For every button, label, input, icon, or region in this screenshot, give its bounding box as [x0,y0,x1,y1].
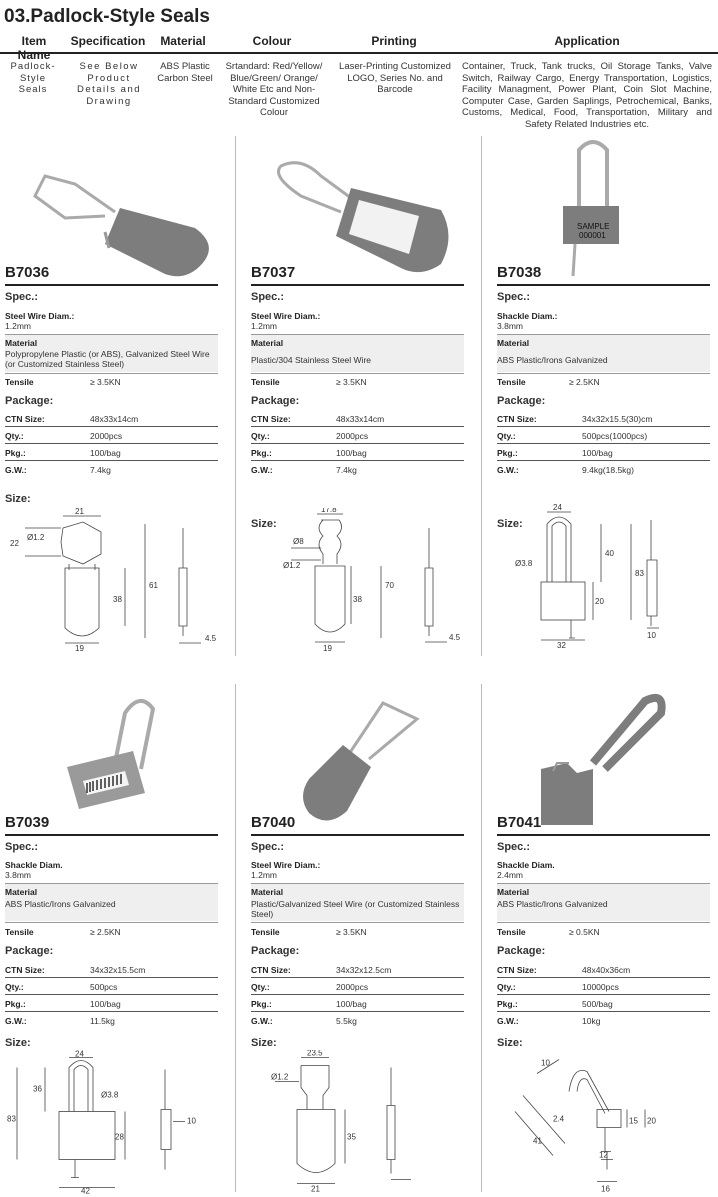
column-divider [481,136,482,656]
material-label: Material [497,887,530,897]
dim-label: 4.5 [449,633,461,642]
pkg-value: 100/bag [336,448,367,458]
tensile-label: Tensile [497,927,526,937]
pkg-value: 100/bag [90,448,121,458]
ctn-label: CTN Size: [5,414,45,424]
ctn-row [251,410,464,427]
qty-row [5,978,218,995]
dim-label: 61 [149,581,158,590]
product-card-b7038 [497,136,710,656]
header-rule [0,52,718,54]
tensile-value: ≥ 2.5KN [569,377,600,387]
summary-application: Container, Truck, Tank trucks, Oil Storage Tanks, Valve Switch, Railway Cargo, Energy Transportation, Logistics, Facility Managment, Power Plant, Coin Slot Machine, Computer Case, Garden Saplings, Petrochemical, Banks, Customs, Medical, Food, Transportation, Military and Safety Related Industries etc. [462,61,712,130]
pkg-label: Pkg.: [5,999,26,1009]
ctn-label: CTN Size: [251,965,291,975]
dim-label: Ø3.8 [515,559,533,568]
gw-row [251,1012,464,1029]
product-photo [251,684,464,832]
size-heading: Size: [251,1037,277,1049]
header-material: Material [160,34,206,48]
tensile-label: Tensile [5,377,34,387]
material-label: Material [251,338,284,348]
pkg-value: 100/bag [582,448,613,458]
qty-value: 2000pcs [336,982,369,992]
qty-value: 2000pcs [90,431,123,441]
gw-row [497,461,710,478]
package-heading: Package: [497,395,546,407]
ctn-row [5,410,218,427]
size-drawing [251,1050,464,1195]
dim-label: Ø1.2 [283,561,301,570]
package-heading: Package: [5,945,54,957]
ctn-value: 34x32x15.5cm [90,965,146,975]
dim-label: 19 [323,644,332,653]
ctn-value: 48x33x14cm [336,414,385,424]
product-code: B7040 [251,814,296,831]
gw-value: 7.4kg [90,465,111,475]
qty-label: Qty.: [5,982,24,992]
material-value: Polypropylene Plastic (or ABS), Galvanized Steel Wire (or Customized Stainless Steel) [5,349,210,369]
size-drawing [251,508,464,653]
product-card-b7039 [5,684,218,1195]
size-heading: Size: [5,493,31,505]
sample-text: SAMPLE [577,222,610,231]
ctn-label: CTN Size: [497,414,537,424]
pkg-label: Pkg.: [497,999,518,1009]
spec-heading: Spec.: [5,841,39,853]
product-photo [497,136,710,284]
page-title: 03.Padlock-Style Seals [4,6,210,27]
material-label: Material [5,887,38,897]
gw-label: G.W.: [251,465,273,475]
ctn-value: 34x32x15.5(30)cm [582,414,653,424]
tensile-label: Tensile [251,927,280,937]
dim-label: 20 [595,597,604,606]
product-photo [5,136,218,284]
qty-value: 2000pcs [336,431,369,441]
dim-label: 38 [113,595,122,604]
qty-row [5,427,218,444]
qty-label: Qty.: [251,982,270,992]
code-rule [5,284,218,286]
product-card-b7037 [251,136,464,656]
dim-label: 32 [557,641,566,649]
product-code: B7038 [497,264,542,281]
package-heading: Package: [497,945,546,957]
material-value: ABS Plastic/Irons Galvanized [497,899,608,909]
package-heading: Package: [251,945,300,957]
gw-row [5,1012,218,1029]
summary-material: ABS Plastic Carbon Steel [157,61,213,84]
dim-label: 4.5 [205,634,217,643]
size-heading: Size: [251,518,277,530]
size-heading: Size: [5,1037,31,1049]
column-divider [481,684,482,1192]
pkg-row [251,444,464,461]
sample-number: 000001 [579,231,606,240]
column-divider [235,684,236,1192]
code-rule [251,834,464,836]
material-label: Material [251,887,284,897]
code-rule [251,284,464,286]
tensile-value: ≥ 3.5KN [336,377,367,387]
header-colour: Colour [252,34,292,48]
gw-label: G.W.: [497,1016,519,1026]
dim-label: 24 [553,504,562,512]
product-photo [251,136,464,284]
product-card-b7040 [251,684,464,1192]
dim-label: 70 [385,581,394,590]
spec-label: Steel Wire Diam.: [5,311,75,321]
ctn-row [497,410,710,427]
gw-label: G.W.: [497,465,519,475]
header-printing: Printing [371,34,417,48]
dim-label: 28 [115,1132,124,1142]
tensile-value: ≥ 3.5KN [90,377,121,387]
spec-label: Shackle Diam. [5,860,63,870]
dim-label: 10 [187,1116,196,1126]
product-code: B7036 [5,264,50,281]
product-photo [497,684,710,832]
dim-label: 38 [353,595,362,604]
pkg-value: 500/bag [582,999,613,1009]
tensile-label: Tensile [497,377,526,387]
ctn-value: 48x40x36cm [582,965,631,975]
ctn-value: 48x33x14cm [90,414,139,424]
dim-label: 40 [605,549,614,558]
dim-label: 16 [601,1184,610,1194]
package-heading: Package: [251,395,300,407]
qty-value: 500pcs(1000pcs) [582,431,648,441]
spec-label: Steel Wire Diam.: [251,860,321,870]
pkg-row [251,995,464,1012]
qty-row [251,427,464,444]
size-drawing [497,1050,710,1195]
dim-label: 2.4 [553,1114,565,1124]
product-card-b7036 [5,136,218,656]
ctn-row [5,961,218,978]
spec-label: Steel Wire Diam.: [251,311,321,321]
pkg-value: 100/bag [90,999,121,1009]
header-item-name: Item Name [17,34,51,62]
dim-label: 83 [635,569,644,578]
size-heading: Size: [497,1037,523,1049]
gw-value: 7.4kg [336,465,357,475]
dim-label: Ø1.2 [27,533,45,542]
product-code: B7039 [5,814,50,831]
column-divider [235,136,236,656]
dim-label: 41 [533,1136,542,1146]
package-heading: Package: [5,395,54,407]
material-label: Material [497,338,530,348]
dim-label: 36 [33,1084,42,1094]
dim-label: 35 [347,1132,356,1142]
dim-label: Ø8 [293,537,304,546]
qty-label: Qty.: [251,431,270,441]
dim-label: 22 [10,539,19,548]
spec-value: 2.4mm [497,870,523,880]
gw-row [251,461,464,478]
dim-label: 10 [647,631,656,640]
qty-value: 500pcs [90,982,118,992]
tensile-value: ≥ 2.5KN [90,927,121,937]
pkg-label: Pkg.: [251,448,272,458]
dim-label: 42 [81,1186,90,1195]
size-drawing [497,504,710,649]
product-code: B7037 [251,264,296,281]
gw-label: G.W.: [251,1016,273,1026]
material-value: ABS Plastic/Irons Galvanized [5,899,116,909]
product-photo [5,684,218,832]
summary-printing: Laser-Printing Customized LOGO, Series No. and Barcode [339,61,451,95]
dim-label: 10 [541,1058,550,1068]
gw-value: 10kg [582,1016,601,1026]
spec-label: Shackle Diam. [497,860,555,870]
ctn-value: 34x32x12.5cm [336,965,392,975]
material-label: Material [5,338,38,348]
gw-label: G.W.: [5,465,27,475]
gw-label: G.W.: [5,1016,27,1026]
dim-label: 12 [599,1150,608,1160]
pkg-row [5,444,218,461]
code-rule [5,834,218,836]
summary-colour: Srtandard: Red/Yellow/ Blue/Green/ Orange/ White Etc and Non-Standard Customized Colour [225,61,323,118]
summary-specification: See Below Product Details and Drawing [76,61,142,107]
gw-value: 9.4kg(18.5kg) [582,465,634,475]
dim-label: 15 [629,1116,638,1126]
spec-value: 3.8mm [497,321,523,331]
tensile-value: ≥ 3.5KN [336,927,367,937]
spec-value: 3.8mm [5,870,31,880]
ctn-row [251,961,464,978]
code-rule [497,834,710,836]
tensile-label: Tensile [5,927,34,937]
dim-label: 83 [7,1114,16,1124]
dim-label: 20 [647,1116,656,1126]
qty-label: Qty.: [497,982,516,992]
material-value: Plastic/304 Stainless Steel Wire [251,355,371,365]
material-value: Plastic/Galvanized Steel Wire (or Customized Stainless Steel) [251,899,460,919]
pkg-label: Pkg.: [497,448,518,458]
spec-heading: Spec.: [5,291,39,303]
spec-label: Shackle Diam.: [497,311,558,321]
product-code: B7041 [497,814,542,831]
gw-row [5,461,218,478]
pkg-label: Pkg.: [5,448,26,458]
gw-value: 5.5kg [336,1016,357,1026]
dim-label: 19 [75,644,84,653]
pkg-row [5,995,218,1012]
pkg-row [497,995,710,1012]
size-drawing [5,1050,218,1195]
qty-row [497,978,710,995]
spec-value: 1.2mm [251,321,277,331]
spec-heading: Spec.: [497,291,531,303]
size-drawing [5,508,218,653]
spec-value: 1.2mm [5,321,31,331]
tensile-value: ≥ 0.5KN [569,927,600,937]
qty-row [497,427,710,444]
ctn-row [497,961,710,978]
dim-label: 21 [75,508,84,516]
spec-heading: Spec.: [497,841,531,853]
material-value: ABS Plastic/Irons Galvanized [497,355,608,365]
spec-value: 1.2mm [251,870,277,880]
dim-label: 23.5 [307,1050,323,1058]
dim-label: Ø3.8 [101,1090,119,1100]
summary-item-name: Padlock-Style Seals [10,61,56,95]
gw-value: 11.5kg [90,1016,115,1026]
dim-label: 21 [311,1184,320,1194]
product-card-b7041 [497,684,710,1192]
pkg-value: 100/bag [336,999,367,1009]
spec-heading: Spec.: [251,291,285,303]
gw-row [497,1012,710,1029]
qty-label: Qty.: [5,431,24,441]
pkg-row [497,444,710,461]
ctn-label: CTN Size: [497,965,537,975]
header-specification: Specification [70,34,146,48]
ctn-label: CTN Size: [5,965,45,975]
spec-heading: Spec.: [251,841,285,853]
tensile-label: Tensile [251,377,280,387]
header-application: Application [554,34,620,48]
qty-label: Qty.: [497,431,516,441]
dim-label: Ø1.2 [271,1072,289,1082]
pkg-label: Pkg.: [251,999,272,1009]
qty-value: 10000pcs [582,982,619,992]
qty-row [251,978,464,995]
ctn-label: CTN Size: [251,414,291,424]
size-heading: Size: [497,518,523,530]
code-rule [497,284,710,286]
dim-label: 17.8 [321,508,337,514]
dim-label: 24 [75,1050,84,1059]
